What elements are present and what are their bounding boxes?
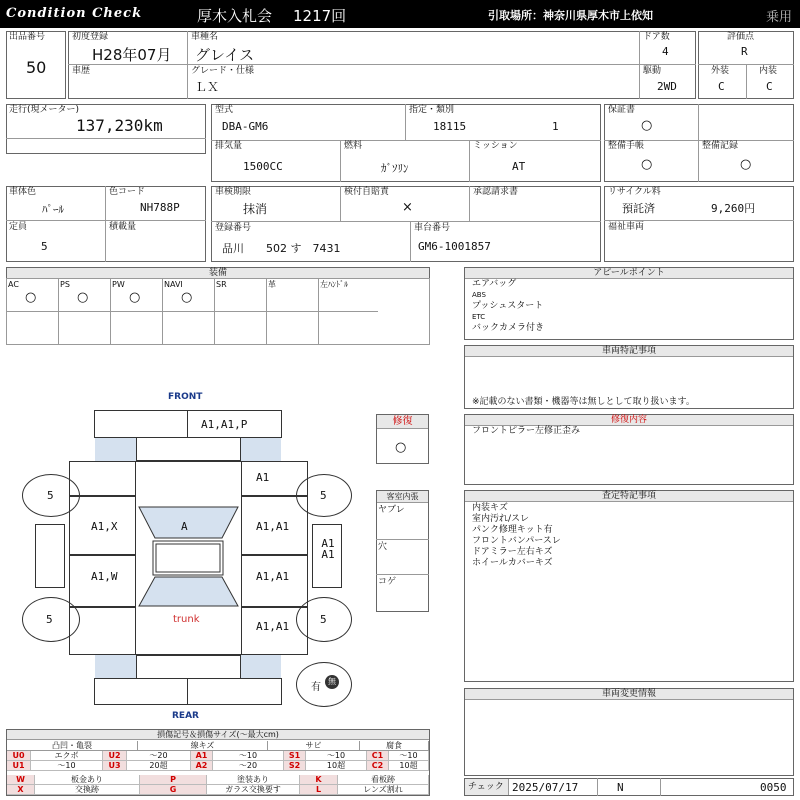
vehicle-type: 乗用 bbox=[766, 10, 793, 25]
car-name-label: 車種名 bbox=[191, 32, 219, 42]
change-title: 車両変更情報 bbox=[465, 689, 793, 700]
capacity-value: 5 bbox=[41, 240, 48, 253]
warranty-label: 保証書 bbox=[608, 105, 636, 115]
spare-tire-icon-text: 無 bbox=[328, 677, 336, 686]
legend-mark-cell: 看板跡 bbox=[338, 775, 429, 785]
right-quarter-code: A1,A1 bbox=[256, 620, 290, 633]
legend-group-header: 腐食 bbox=[360, 741, 429, 751]
trunk-label: trunk bbox=[173, 614, 200, 625]
mission-label: ミッション bbox=[473, 141, 518, 151]
legend-group-header: 凸凹・亀裂 bbox=[7, 741, 138, 751]
grade-value: ＬＸ bbox=[195, 80, 220, 94]
fuel-label: 燃料 bbox=[344, 141, 363, 151]
equipment-cell-blank bbox=[370, 278, 430, 345]
welfare-label: 福祉車両 bbox=[608, 222, 645, 232]
legend-cell: ～10 bbox=[389, 751, 429, 761]
equipment-label: PS bbox=[60, 280, 70, 289]
chassis-label: 車台番号 bbox=[414, 223, 451, 233]
spare-tire-icon bbox=[325, 675, 339, 689]
equipment-value: ○ bbox=[25, 290, 37, 305]
appeal-line: エアバッグ bbox=[472, 279, 517, 289]
legend-cell: S2 bbox=[284, 761, 306, 771]
approval-label: 承認請求書 bbox=[473, 187, 519, 197]
windshield-shape bbox=[136, 505, 241, 609]
car-name-value: グレイス bbox=[195, 46, 255, 64]
appeal-line: ETC bbox=[472, 313, 486, 321]
legend-cell: 10超 bbox=[306, 761, 367, 771]
spare-tire-status: 有 bbox=[311, 682, 321, 693]
legend-mark-cell: K bbox=[300, 775, 338, 785]
lot-label: 出品番号 bbox=[9, 32, 46, 42]
legend-cell: S1 bbox=[284, 751, 306, 761]
doors-value: 4 bbox=[662, 45, 669, 58]
repair-label: 修復 bbox=[377, 415, 428, 429]
class-value: 1 bbox=[552, 120, 559, 133]
drive-label: 駆動 bbox=[643, 66, 662, 76]
auction-name: 厚木入札会 bbox=[197, 7, 273, 25]
equipment-value: ○ bbox=[181, 290, 193, 305]
right-rear-door-code: A1,A1 bbox=[256, 570, 290, 583]
brand-title: Condition Check bbox=[6, 6, 143, 21]
designation-value: 18115 bbox=[433, 120, 467, 133]
front-panel-code: A1,A1,P bbox=[201, 418, 248, 431]
assessment-line: パンク修理キット有 bbox=[472, 525, 553, 535]
legend-cell: 20超 bbox=[127, 761, 191, 771]
color-label: 車体色 bbox=[9, 187, 37, 197]
equipment-label: PW bbox=[112, 280, 125, 289]
right-front-door-code: A1,A1 bbox=[256, 520, 290, 533]
tire-front-right-value: 5 bbox=[320, 489, 327, 502]
legend-cell: U0 bbox=[7, 751, 31, 761]
assessment-line: ホイールカバーキズ bbox=[472, 558, 553, 568]
assessment-line: 内装キズ bbox=[472, 503, 508, 513]
legend-cell: 10超 bbox=[389, 761, 429, 771]
legend-cell: U2 bbox=[103, 751, 127, 761]
front-bumper-panel bbox=[94, 410, 282, 438]
equipment-label: AC bbox=[8, 280, 19, 289]
rear-label: REAR bbox=[172, 711, 199, 721]
assessment-line: ドアミラー左右キズ bbox=[472, 547, 553, 557]
displacement-label: 排気量 bbox=[215, 141, 243, 151]
legend-cell: ～20 bbox=[213, 761, 284, 771]
first-reg-value: H28年07月 bbox=[92, 46, 172, 64]
insurance-value: × bbox=[402, 200, 413, 215]
grade-label: グレード・仕様 bbox=[191, 66, 255, 76]
right-front-fender-code: A1 bbox=[256, 471, 270, 484]
legend-group-header: サビ bbox=[268, 741, 360, 751]
maint-record-label: 整備記録 bbox=[702, 141, 739, 151]
mileage-label: 走行(現メーター) bbox=[9, 105, 80, 115]
color-value: ﾊﾟｰﾙ bbox=[42, 203, 64, 216]
legend-group-header: 線キズ bbox=[138, 741, 268, 751]
rear-center-panel bbox=[136, 655, 241, 678]
pickup-location: 引取場所：神奈川県厚木市上依知 bbox=[488, 9, 653, 22]
rear-bumper-panel bbox=[94, 678, 282, 705]
recycle-label: リサイクル料 bbox=[608, 187, 661, 197]
cabin-burn: コゲ bbox=[378, 577, 397, 587]
exterior-value: C bbox=[718, 80, 725, 93]
assessment-title: 査定特記事項 bbox=[465, 491, 793, 502]
legend-mark-cell: レンズ割れ bbox=[338, 785, 429, 795]
legend-mark-cell: P bbox=[140, 775, 207, 785]
legend-mark-cell: 交換跡 bbox=[35, 785, 140, 795]
chassis-value: GM6-1001857 bbox=[418, 240, 491, 253]
model-value: DBA-GM6 bbox=[222, 120, 269, 133]
check-code: N bbox=[617, 781, 624, 794]
equipment-label: 革 bbox=[268, 280, 276, 289]
cabin-tear: ヤブレ bbox=[378, 505, 405, 515]
color-code-label: 色コード bbox=[109, 187, 146, 197]
appeal-line: ABS bbox=[472, 291, 486, 299]
exterior-label: 外装 bbox=[711, 66, 730, 76]
tire-rear-left-value: 5 bbox=[46, 613, 53, 626]
tire-rear-right-value: 5 bbox=[320, 613, 327, 626]
assessment-text bbox=[472, 503, 561, 569]
legend-cell: ～10 bbox=[213, 751, 284, 761]
equipment-label: 左ﾊﾝﾄﾞﾙ bbox=[320, 280, 348, 289]
legend-cell: U1 bbox=[7, 761, 31, 771]
left-rear-door-code: A1,W bbox=[91, 570, 118, 583]
legend-mark-cell: X bbox=[7, 785, 35, 795]
score-label: 評価点 bbox=[727, 32, 755, 42]
insurance-label: 検付自賠責 bbox=[344, 187, 390, 197]
capacity-label: 定員 bbox=[9, 222, 28, 232]
plate-value: 品川 502 す 7431 bbox=[222, 242, 341, 255]
legend-cell: ～10 bbox=[306, 751, 367, 761]
score-value: R bbox=[741, 45, 748, 58]
fuel-value: ｶﾞｿﾘﾝ bbox=[381, 162, 409, 175]
legend-cell: U3 bbox=[103, 761, 127, 771]
interior-label: 内装 bbox=[759, 66, 778, 76]
appeal-line: プッシュスタート bbox=[472, 301, 544, 311]
legend-mark-cell: G bbox=[140, 785, 207, 795]
spec-box bbox=[68, 31, 696, 99]
color-code-value: NH788P bbox=[140, 201, 180, 214]
change-panel bbox=[464, 688, 794, 776]
warranty-value: ○ bbox=[641, 118, 653, 133]
equipment-label: NAVI bbox=[164, 280, 183, 289]
mission-value: AT bbox=[512, 160, 526, 173]
repair-content-text: フロントピラー左修正歪み bbox=[472, 426, 581, 436]
appeal-title: アピールポイント bbox=[465, 268, 793, 279]
maint-record-value: ○ bbox=[740, 157, 752, 172]
cabin-title: 客室内張 bbox=[377, 491, 428, 503]
equipment-value: ○ bbox=[77, 290, 89, 305]
sheet-number: 0050 bbox=[760, 781, 787, 794]
displacement-value: 1500CC bbox=[243, 160, 283, 173]
load-label: 積載量 bbox=[109, 222, 137, 232]
cabin-hole: 穴 bbox=[378, 542, 388, 552]
model-label: 型式 bbox=[215, 105, 234, 115]
designation-label: 指定・類別 bbox=[409, 105, 455, 115]
assessment-line: 室内汚れ/スレ bbox=[472, 514, 530, 524]
repair-value: ○ bbox=[395, 440, 407, 455]
check-date: 2025/07/17 bbox=[512, 781, 579, 794]
legend-cell: A1 bbox=[191, 751, 213, 761]
front-label: FRONT bbox=[168, 392, 203, 402]
mileage-value: 137,230km bbox=[76, 116, 163, 135]
equipment-value: ○ bbox=[129, 290, 141, 305]
left-mirror bbox=[35, 524, 65, 588]
legend-title: 損傷記号＆損傷サイズ(～最大cm) bbox=[7, 730, 429, 740]
drive-value: 2WD bbox=[657, 80, 677, 93]
notes-text: ※記載のない書類・機器等は無しとして取り扱います。 bbox=[472, 397, 695, 407]
maint-book-value: ○ bbox=[641, 157, 653, 172]
assessment-line: フロントバンパースレ bbox=[472, 536, 561, 546]
recycle-status: 預託済 bbox=[622, 202, 655, 215]
legend-mark-cell: ガラス交換要す bbox=[207, 785, 300, 795]
legend-cell: C1 bbox=[367, 751, 389, 761]
legend-cell: A2 bbox=[191, 761, 213, 771]
history-label: 車歴 bbox=[72, 66, 91, 76]
lot-value: 50 bbox=[26, 58, 47, 77]
legend-cell: エクボ bbox=[31, 751, 103, 761]
lot-session: 1217回 bbox=[293, 7, 347, 25]
spare-tire bbox=[296, 662, 352, 707]
interior-value: C bbox=[766, 80, 773, 93]
equipment-title: 装備 bbox=[7, 268, 429, 279]
front-center-panel bbox=[136, 438, 241, 461]
check-label: チェック bbox=[468, 782, 504, 792]
doors-label: ドア数 bbox=[643, 32, 670, 42]
legend-cell: ～10 bbox=[31, 761, 103, 771]
repair-content-title: 修復内容 bbox=[465, 415, 793, 426]
legend-mark-cell: W bbox=[7, 775, 35, 785]
legend-mark-cell: 板金あり bbox=[35, 775, 140, 785]
equipment-label: SR bbox=[216, 280, 227, 289]
hood-code: A bbox=[181, 520, 188, 533]
tire-front-left-value: 5 bbox=[47, 489, 54, 502]
legend-cell: ～20 bbox=[127, 751, 191, 761]
recycle-amount: 9,260円 bbox=[711, 202, 756, 215]
legend-cell: C2 bbox=[367, 761, 389, 771]
inspection-value: 抹消 bbox=[243, 202, 268, 216]
legend-mark-cell: L bbox=[300, 785, 338, 795]
notes-title: 車両特記事項 bbox=[465, 346, 793, 357]
appeal-text bbox=[472, 279, 544, 334]
inspection-label: 車検期限 bbox=[215, 187, 252, 197]
legend-mark-cell: 塗装あり bbox=[207, 775, 300, 785]
plate-label: 登録番号 bbox=[215, 223, 252, 233]
maint-book-label: 整備手帳 bbox=[608, 141, 645, 151]
right-mirror-code: A1 A1 bbox=[321, 537, 335, 561]
left-front-door-code: A1,X bbox=[91, 520, 118, 533]
appeal-line: バックカメラ付き bbox=[472, 323, 545, 333]
first-reg-label: 初度登録 bbox=[72, 32, 109, 42]
